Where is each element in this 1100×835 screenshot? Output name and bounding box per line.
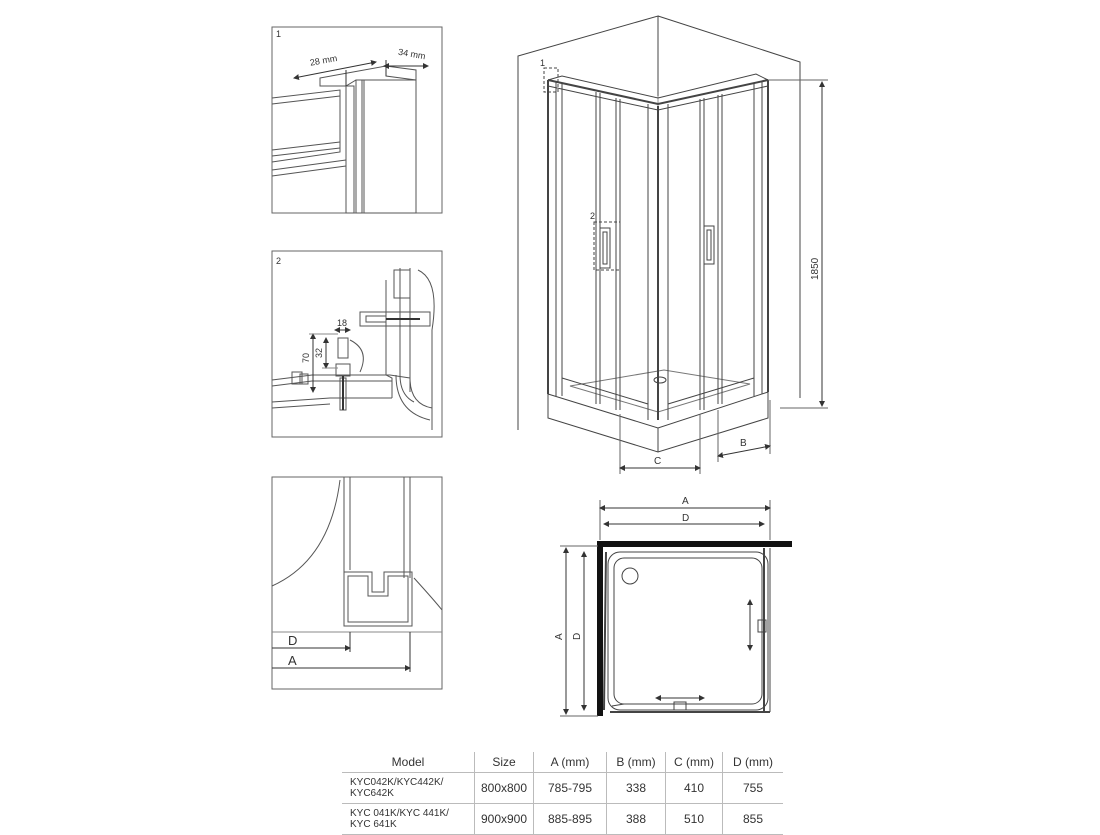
plan-label-a-side: A [554, 633, 565, 640]
detail-1-dim-depth: 34 mm [397, 46, 427, 62]
shower-plan-view [560, 500, 792, 716]
dimension-b-label: B [740, 438, 747, 449]
detail-3-label-a: A [288, 653, 297, 668]
cell-model [342, 773, 475, 804]
model-line-2: KYC642K [350, 788, 394, 799]
cell-model [342, 804, 475, 835]
left-door-handle [600, 228, 610, 268]
detail-2-number: 2 [276, 256, 282, 266]
model-line-1: KYC042K/KYC442K/ [350, 777, 444, 788]
header-b: B (mm) [607, 752, 666, 773]
callout-2: 2 [590, 211, 596, 221]
callout-1: 1 [540, 58, 546, 68]
table-row [342, 773, 783, 804]
height-value: 1850 [810, 257, 821, 280]
cell-b: 388 [607, 804, 666, 835]
header-c: C (mm) [666, 752, 723, 773]
cell-b: 338 [607, 773, 666, 804]
cell-d: 755 [723, 773, 784, 804]
detail-2-dim-18: 18 [337, 318, 348, 328]
header-size: Size [475, 752, 534, 773]
plan-label-d-top: D [682, 513, 690, 524]
model-line-1: KYC 041K/KYC 441K/ [350, 808, 449, 819]
detail-2-panel [272, 251, 442, 437]
detail-3-panel [272, 477, 442, 689]
shower-isometric-view [518, 16, 828, 474]
plan-label-a-top: A [682, 496, 689, 507]
cell-a: 785-795 [534, 773, 607, 804]
plan-drain [622, 568, 638, 584]
cell-d: 855 [723, 804, 784, 835]
detail-1-number: 1 [276, 29, 282, 39]
right-door-handle [704, 226, 714, 264]
header-d: D (mm) [723, 752, 784, 773]
plan-tray [608, 552, 768, 710]
header-a: A (mm) [534, 752, 607, 773]
header-model: Model [342, 752, 475, 773]
cell-size: 900x900 [475, 804, 534, 835]
right-wall [658, 16, 800, 398]
model-line-2: KYC 641K [350, 819, 397, 830]
cell-size: 800x800 [475, 773, 534, 804]
detail-3-label-d: D [288, 633, 298, 648]
left-wall [518, 16, 658, 430]
cell-c: 510 [666, 804, 723, 835]
dimensions-table [342, 752, 783, 835]
table-header-row [342, 752, 783, 773]
plan-label-d-side: D [572, 632, 583, 640]
table-row [342, 804, 783, 835]
detail-2-dim-32: 32 [314, 347, 324, 358]
cell-c: 410 [666, 773, 723, 804]
detail-1-dim-width: 28 mm [309, 53, 338, 68]
detail-2-dim-70: 70 [301, 352, 311, 363]
cell-a: 885-895 [534, 804, 607, 835]
dimension-c-label: C [654, 456, 662, 467]
drain [654, 377, 666, 383]
detail-3-frame [272, 477, 442, 689]
